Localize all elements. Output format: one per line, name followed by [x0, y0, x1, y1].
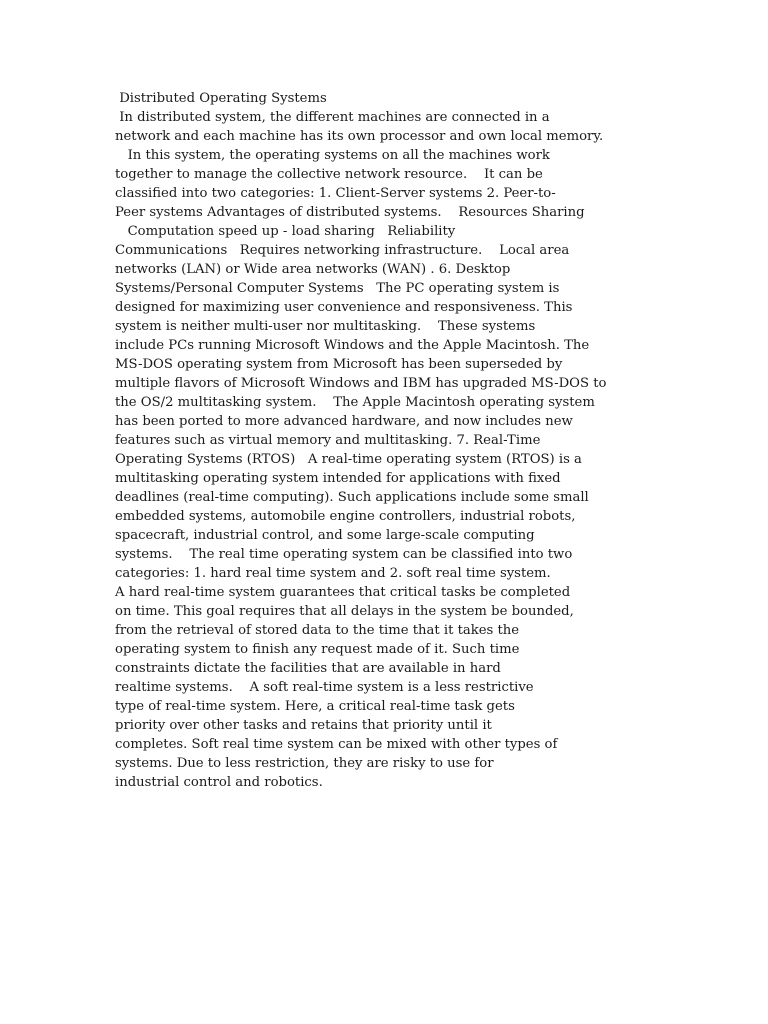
document-body [115, 89, 660, 792]
text-line: constraints dictate the facilities that are available in hard [115, 661, 501, 676]
text-line: In distributed system, the different machines are connected in a [115, 110, 550, 125]
text-line: network and each machine has its own processor and own local memory. [115, 129, 604, 144]
text-line: Systems/Personal Computer Systems The PC operating system is [115, 281, 560, 296]
text-line: spacecraft, industrial control, and some large-scale computing [115, 528, 535, 543]
text-line: categories: 1. hard real time system and 2. soft real time system. [115, 566, 551, 581]
text-line: on time. This goal requires that all delays in the system be bounded, [115, 604, 574, 619]
text-line: networks (LAN) or Wide area networks (WAN) . 6. Desktop [115, 262, 511, 277]
text-line: realtime systems. A soft real-time system is a less restrictive [115, 680, 534, 695]
text-line: priority over other tasks and retains that priority until it [115, 718, 492, 733]
text-line: MS-DOS operating system from Microsoft has been superseded by [115, 357, 563, 372]
text-line: type of real-time system. Here, a critical real-time task gets [115, 699, 515, 714]
text-line: classified into two categories: 1. Client-Server systems 2. Peer-to- [115, 186, 556, 201]
text-line: multitasking operating system intended for applications with fixed [115, 471, 561, 486]
text-line: industrial control and robotics. [115, 775, 323, 790]
text-line: has been ported to more advanced hardware, and now includes new [115, 414, 573, 429]
text-line: system is neither multi-user nor multitasking. These systems [115, 319, 536, 334]
text-line: Communications Requires networking infrastructure. Local area [115, 243, 570, 258]
text-line: systems. Due to less restriction, they are risky to use for [115, 756, 494, 771]
text-line: from the retrieval of stored data to the time that it takes the [115, 623, 520, 638]
text-line: completes. Soft real time system can be mixed with other types of [115, 737, 558, 752]
text-line: In this system, the operating systems on all the machines work [115, 148, 550, 163]
text-line: include PCs running Microsoft Windows and the Apple Macintosh. The [115, 338, 590, 353]
text-line: systems. The real time operating system can be classified into two [115, 547, 573, 562]
text-line: A hard real-time system guarantees that critical tasks be completed [115, 585, 571, 600]
document-title: Distributed Operating Systems [115, 91, 327, 106]
text-line: features such as virtual memory and multitasking. 7. Real-Time [115, 433, 541, 448]
text-line: embedded systems, automobile engine controllers, industrial robots, [115, 509, 576, 524]
text-line: Computation speed up - load sharing Reliability [115, 224, 456, 239]
text-line: operating system to finish any request made of it. Such time [115, 642, 520, 657]
text-line: Peer systems Advantages of distributed systems. Resources Sharing [115, 205, 585, 220]
text-line: designed for maximizing user convenience and responsiveness. This [115, 300, 573, 315]
text-line: Operating Systems (RTOS) A real-time operating system (RTOS) is a [115, 452, 582, 467]
text-line: deadlines (real-time computing). Such applications include some small [115, 490, 589, 505]
text-line: the OS/2 multitasking system. The Apple Macintosh operating system [115, 395, 595, 410]
text-line: together to manage the collective network resource. It can be [115, 167, 543, 182]
text-line: multiple flavors of Microsoft Windows and IBM has upgraded MS-DOS to [115, 376, 607, 391]
